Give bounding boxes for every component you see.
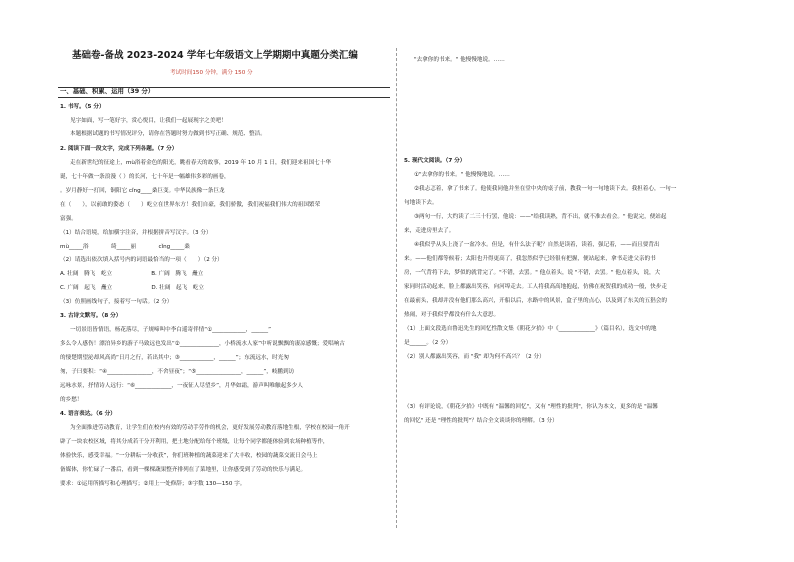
text-line: （3）有评论说，《朝花夕拾》中既有 "温馨的回忆"，又有 "理性的批判"，你认为本文，更多的是 "温馨 [404,404,658,410]
text-line: 诞，七十年做一条浪漫（ ）的长河，七十年是一幅雄伟多彩的画卷， [60,174,230,180]
page-title: 基础卷-备战 2023-2024 学年七年级语文上学期期中真题分类汇编 [72,50,358,61]
text-line: 。岁月静好一打回，铜阳它 cǐng____桑巨变。中华民族像一条巨龙 [60,188,225,194]
text-line: 走在新世纪的征途上，mù浴着金色的阳光，眺看春天的故事，2019 年 10 月 1 日，我们迎来祖国七十华 [70,160,331,166]
text-line: 备媒体，你忙碌了一番后，看到一棵棵蔬果整齐排列在了菜地里，让你感受到了劳动的快乐与满足。 [60,467,307,473]
text-line: 辟了一块农校区域，将其分成若干分开利用，把土地分配给每个班级，让每个同学都能体验到农场种植等作， [60,439,329,445]
text-line: （2）请选出依次填入括号内的词语最恰当的一项（ ）（2 分） [60,257,223,263]
question-heading: 2. 阅读下面一段文字，完成下列各题。（7 分） [60,146,178,152]
text-line: ③两句一行，大约读了二三十行罢，他说：——"给我读熟，背不出，就不准去看会。" 他说完，便站起 [414,214,667,220]
option-line: A. 壮阔 腾飞 屹立 B. 广阔 腾飞 矗立 [60,271,204,277]
text-line: 为全面推进劳动教育，让学生们在校内有效的劳动手劳作的机会，更好发展劳动教育落地生根，学校在校园一角开 [70,425,350,431]
text-line: 本题根据试题的书写情况评分，请你在答题时努力做到书写正确、规范、整洁。 [70,131,266,137]
text-line: ④我似乎从头上浇了一盆冷水。但是，有什么法子呢？自然是读着，读着，强记着，——而且要背出 [414,242,660,248]
question-heading: 5. 现代文阅读。（7 分） [404,158,466,164]
text-line: 的回忆" 还是 "理性的批判"？结合全文谈谈你的理解。（3 分） [404,418,558,424]
column-divider [396,48,397,528]
text-line: 一切景语皆情语，杨花落尽，子规啼叫中李白遥寄伴情“①____________，______” [70,327,271,333]
text-line: "去拿你的书来。" 他慢慢地说。…… [414,57,505,63]
section-heading: 一、基础、积累、运用（39 分） [60,87,155,95]
text-line: 富强。 [60,216,77,222]
text-line: 的乡愁！ [60,397,83,403]
text-line: 多么令人感伤！漂泊异乡的游子马致远也发出“②______________，小桥流水人家”中听说飘飘的凄凉感慨；爱唱响古 [60,341,345,347]
text-line: 在（ ），以前敢的姿态（ ）屹立在世界东方！我们自豪，我们骄傲，我们祝福我们伟大的祖国繁荣 [60,202,321,208]
text-line: 见字如面，写一笔好字，赏心悦目，让我们一起展现字之美吧！ [70,118,227,124]
text-line: mù_____浴 绮_____丽 cǐng_____桑 [60,244,190,250]
text-line: 的悽楚期望泌却风高尚“日月之行，若出其中；③____________，______”；东流远水，时光匆 [60,355,289,361]
text-line: 远咏水景，抒情诗人远行：“⑥_____________，一夜征人尽望乡”，月华如霜，游声叫唯触起多少人 [60,383,303,389]
text-line: （2）别人都露出笑容，而 "我" 却为何不高兴？（2 分） [404,354,545,360]
text-line: 来，走进房里去了。 [404,228,455,234]
question-heading: 3. 古诗文默写。（8 分） [60,313,122,319]
text-line: 家同时活动起来，脸上都露出笑容，向河埠走去。工人将我高高地抱起，仿佛在祝贺我的成功一般，快步走 [404,284,667,290]
option-line: C. 广阔 起飞 矗立 D. 壮阔 起飞 屹立 [60,285,204,291]
text-line: 匆，子曰要积：“④________________，不舍昼夜”；“⑤________________，______”，岐鹏到访 [60,369,295,375]
text-line: 要求：①运用所描写和心理描写；②用上一处修辞；③字数 130—150 字。 [60,481,246,487]
text-line: ①"去拿你的书来。" 他慢慢地说。…… [414,172,510,178]
question-heading: 1. 书写。（5 分） [60,104,105,110]
text-line: ②我忐忑着，拿了书来了。他使我同他并坐在堂中央的桌子前，教我一句一句地读下去。我担着心，一句一 [414,186,677,192]
text-line: 房，一气背将下去，梦似的就背完了。"不错，去罢。" 他点着头，说 "不错，去罢。" 他点着头，说，大 [404,270,661,276]
text-line: 句地读下去。 [404,200,438,206]
text-line: 在最前头，我却并没有他们那么高兴，开船以后，水路中的风景，盒子里的点心，以及到了东关的五猖会的 [404,298,667,304]
text-line: 体验快乐，感受幸福。“一分耕耘一分收获”，你们班种植的蔬菜迎来了大丰收，校园的蔬菜交流日会马上 [60,453,318,459]
text-line: 来。——他们都等候着；太阳也升得更高了，我忽然似乎已经很有把握，便站起来，拿书走进父亲的书 [404,256,656,262]
question-heading: 4. 语言表达。（6 分） [60,411,116,417]
text-line: 热闹，对于我似乎都没有什么大意思。 [404,312,500,318]
text-line: （1）上面文段选自鲁迅先生的回忆性散文集《朝花夕拾》中《_____________》（篇目名），选文中的地 [404,326,657,332]
text-line: （1）结合语境，给加横字注音，并根据拼音写汉字。（3 分） [60,230,212,236]
exam-subtitle: 考试时间150 分钟，满分 150 分 [170,70,253,76]
text-line: 是______。（2 分） [404,340,452,346]
text-line: （3）仿照画线句子，接着写一句话。（2 分） [60,299,173,305]
